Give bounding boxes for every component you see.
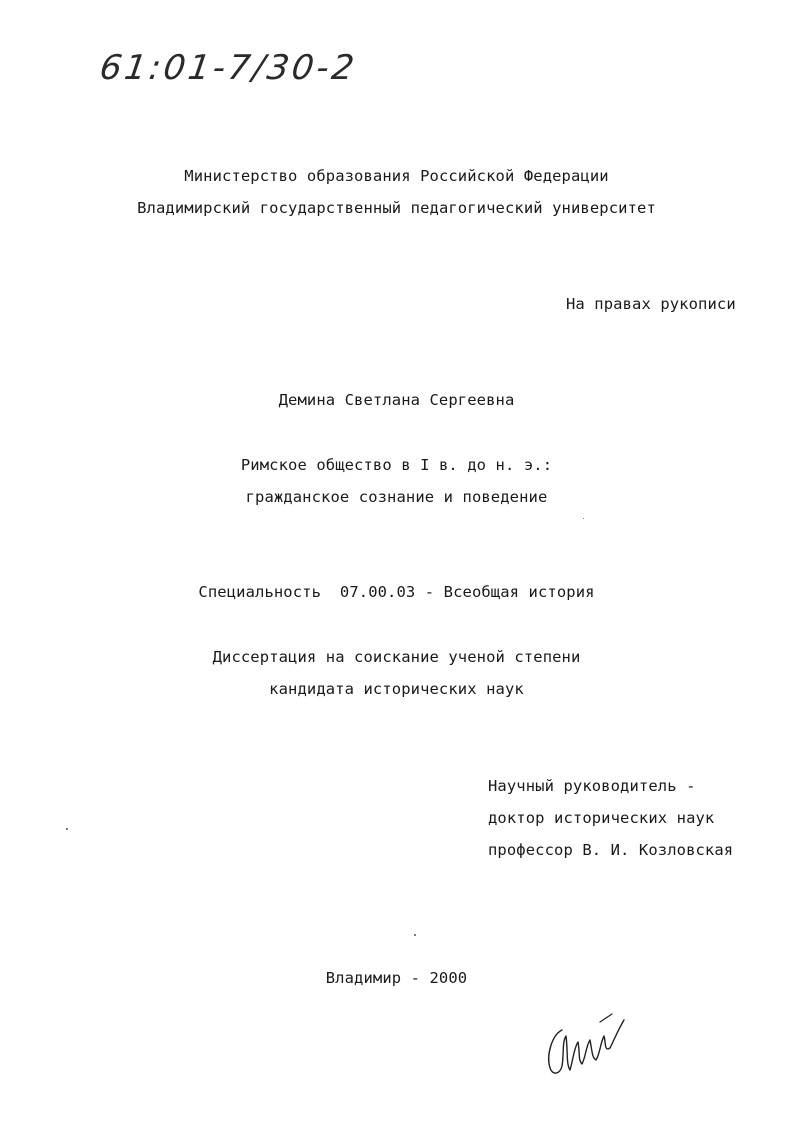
rights-note: На правах рукописи [566,295,736,313]
dissertation-title-line1: Римское общество в I в. до н. э.: [240,456,553,474]
author-name: Демина Светлана Сергеевна [278,391,515,409]
supervisor-name: профессор В. И. Козловская [488,841,734,859]
degree-line1: Диссертация на соискание ученой степени [212,648,581,666]
city-year: Владимир - 2000 [325,969,468,987]
archive-code-handwritten: 61:01-7/30-2 [97,48,360,88]
signature-scribble [540,1000,630,1080]
supervisor-degree: доктор исторических наук [488,809,715,827]
scan-speck [583,518,584,519]
degree-line2: кандидата исторических наук [269,680,524,698]
ministry-line: Министерство образования Российской Федерации [184,167,609,185]
dissertation-title-line2: гражданское сознание и поведение [245,488,548,506]
scan-speck [414,934,416,936]
specialty-line: Специальность 07.00.03 - Всеобщая история [198,583,595,601]
supervisor-title: Научный руководитель - [488,777,696,795]
scan-speck [66,828,68,830]
university-line: Владимирский государственный педагогический университет [137,199,656,217]
